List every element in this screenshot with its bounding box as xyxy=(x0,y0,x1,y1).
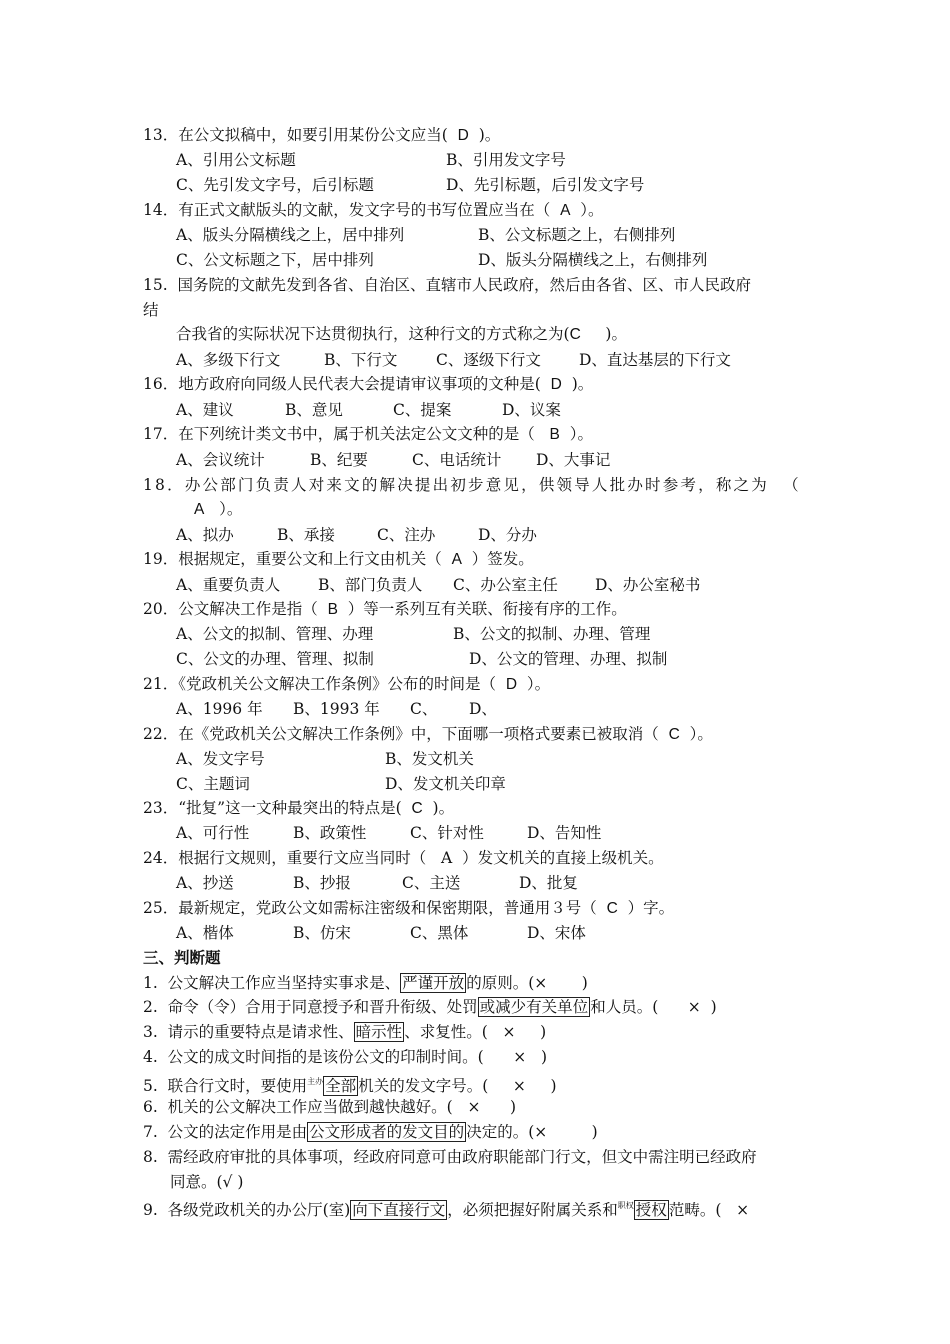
option: B、纪要 xyxy=(310,451,368,469)
answer: C xyxy=(606,900,618,917)
option: D、 xyxy=(469,700,497,718)
option: B、公文标题之上，右侧排列 xyxy=(478,226,676,244)
question-18-cont: A ）。 xyxy=(194,500,243,518)
question-21: 21．《党政机关公文解决工作条例》公布的时间是（ D ）。 xyxy=(143,675,551,693)
boxed-text: 全部 xyxy=(325,1077,357,1095)
option: D、先引标题，后引发文字号 xyxy=(446,176,645,194)
option: A、可行性 xyxy=(176,824,250,842)
option: D、办公室秘书 xyxy=(595,576,701,594)
option: A、会议统计 xyxy=(176,451,265,469)
question-24: 24．根据行文规则，重要行文应当同时（ A ）发文机关的直接上级机关。 xyxy=(143,849,664,867)
answer: C xyxy=(411,800,423,817)
option: C、公文的办理、管理、拟制 xyxy=(176,650,374,668)
option: A、重要负责人 xyxy=(176,576,281,594)
option: A、拟办 xyxy=(176,526,234,544)
option: B、1993 年 xyxy=(293,700,380,718)
judgement-item: 8. 需经政府审批的具体事项，经政府同意可由政府职能部门行文，但文中需注明已经政府 xyxy=(143,1148,757,1166)
option: D、议案 xyxy=(502,401,561,419)
option: C、主题词 xyxy=(176,775,250,793)
answer: D xyxy=(550,376,562,393)
judgement-item: 6. 机关的公文解决工作应当做到越快越好。( × ) xyxy=(143,1098,517,1116)
option: B、抄报 xyxy=(293,874,351,892)
judgement-item: 7. 公文的法定作用是由 公文形成者的发文目的 决定的。(× ) xyxy=(143,1123,598,1141)
option: B、仿宋 xyxy=(293,924,351,942)
option: B、政策性 xyxy=(293,824,367,842)
judgement-item: 1. 公文解决工作应当坚持实事求是、 严谨开放 的原则。(× ) xyxy=(143,974,588,992)
answer: B xyxy=(549,426,560,443)
judgement-item-cont: 同意。(√ ) xyxy=(170,1173,244,1191)
option: C、提案 xyxy=(393,401,452,419)
question-15: 15. 国务院的文献先发到各省、自治区、直辖市人民政府，然后由各省、区、市人民政府 xyxy=(143,276,752,294)
answer: A xyxy=(194,501,205,518)
option: D、宋体 xyxy=(527,924,586,942)
question-20: 20．公文解决工作是指（ B ）等一系列互有关联、衔接有序的工作。 xyxy=(143,600,627,618)
boxed-text: 严谨开放 xyxy=(402,974,465,992)
option: D、批复 xyxy=(519,874,578,892)
answer: A xyxy=(560,202,571,219)
option: D、告知性 xyxy=(527,824,602,842)
option: A、1996 年 xyxy=(176,700,263,718)
option: C、黑体 xyxy=(410,924,469,942)
answer: D xyxy=(505,676,518,693)
handwritten-correction: 职权 xyxy=(617,1201,634,1210)
handwritten-correction: 主办 xyxy=(307,1077,324,1086)
option: B、引用发文字号 xyxy=(446,151,566,169)
question-13: 13．在公文拟稿中，如要引用某份公文应当( D )。 xyxy=(143,126,501,144)
question-25: 25．最新规定，党政公文如需标注密级和保密期限，普通用３号（ C ）字。 xyxy=(143,899,675,917)
option: A、发文字号 xyxy=(176,750,265,768)
option: C、先引发文字号，后引标题 xyxy=(176,176,374,194)
judgement-item: 2. 命令（令）合用于同意授予和晋升衔级、处罚 或减少有关单位 和人员。( × ) xyxy=(143,998,717,1016)
section-title: 三、判断题 xyxy=(143,948,221,967)
option: B、公文的拟制、办理、管理 xyxy=(453,625,651,643)
answer: D xyxy=(457,127,469,144)
question-18: 18．办公部门负责人对来文的解决提出初步意见，供领导人批办时参考，称之为 （ xyxy=(143,476,801,494)
option: C、 xyxy=(410,700,438,718)
judgement-item: 9. 各级党政机关的办公厅(室) 向下直接行文 ，必须把握好附属关系和$^{职权}$ 授权 范畴。( × xyxy=(143,1201,750,1219)
option: A、抄送 xyxy=(176,874,234,892)
option: C、公文标题之下，居中排列 xyxy=(176,251,374,269)
option: C、主送 xyxy=(402,874,461,892)
judgement-item: 3. 请示的重要特点是请求性、 暗示性 、求复性。( × ) xyxy=(143,1023,547,1041)
option: C、注办 xyxy=(377,526,436,544)
answer: A xyxy=(441,849,453,867)
option: A、引用公文标题 xyxy=(176,151,296,169)
option: C、逐级下行文 xyxy=(436,351,541,369)
boxed-text: 公文形成者的发文目的 xyxy=(309,1123,465,1141)
option: C、针对性 xyxy=(410,824,484,842)
question-14: 14．有正式文献版头的文献，发文字号的书写位置应当在（ A ）。 xyxy=(143,201,604,219)
option: D、公文的管理、办理、拟制 xyxy=(469,650,668,668)
option: D、版头分隔横线之上，右侧排列 xyxy=(478,251,708,269)
question-22: 22．在《党政机关公文解决工作条例》中，下面哪一项格式要素已被取消（ C ）。 xyxy=(143,725,713,743)
answer: B xyxy=(327,601,338,618)
option: A、建议 xyxy=(176,401,234,419)
option: A、版头分隔横线之上，居中排列 xyxy=(176,226,405,244)
option: D、分办 xyxy=(478,526,537,544)
answer: C xyxy=(569,326,581,343)
option: B、承接 xyxy=(277,526,335,544)
judgement-item: 4. 公文的成文时间指的是该份公文的印制时间。( × ) xyxy=(143,1048,548,1066)
option: D、直达基层的下行文 xyxy=(579,351,731,369)
question-17: 17．在下列统计类文书中，属于机关法定公文文种的是（ B ）。 xyxy=(143,425,593,443)
option: B、发文机关 xyxy=(385,750,474,768)
option: A、公文的拟制、管理、办理 xyxy=(176,625,374,643)
boxed-text: 或减少有关单位 xyxy=(479,998,589,1016)
boxed-text: 授权 xyxy=(635,1201,667,1219)
option: B、下行文 xyxy=(324,351,398,369)
answer: A xyxy=(451,551,462,568)
option: D、发文机关印章 xyxy=(385,775,506,793)
option: B、意见 xyxy=(285,401,343,419)
answer: C xyxy=(668,726,680,743)
option: A、楷体 xyxy=(176,924,234,942)
question-15-wrap: 结 xyxy=(143,301,159,319)
question-23: 23．“批复”这一文种最突出的特点是( C )。 xyxy=(143,799,455,817)
question-16: 16．地方政府向同级人民代表大会提请审议事项的文种是( D )。 xyxy=(143,375,594,393)
question-19: 19．根据规定，重要公文和上行文由机关（ A ）签发。 xyxy=(143,550,534,568)
option: B、部门负责人 xyxy=(318,576,423,594)
option: D、大事记 xyxy=(536,451,611,469)
option: C、办公室主任 xyxy=(453,576,558,594)
judgement-item: 5. 联合行文时，要使用$^{主办}$ 全部 机关的发文字号。( × ) xyxy=(143,1077,557,1095)
option: C、电话统计 xyxy=(412,451,502,469)
boxed-text: 暗示性 xyxy=(355,1023,403,1041)
boxed-text: 向下直接行文 xyxy=(352,1201,446,1219)
option: A、多级下行文 xyxy=(176,351,281,369)
question-15-cont: 合我省的实际状况下达贯彻执行，这种行文的方式称之为(C )。 xyxy=(176,325,627,343)
